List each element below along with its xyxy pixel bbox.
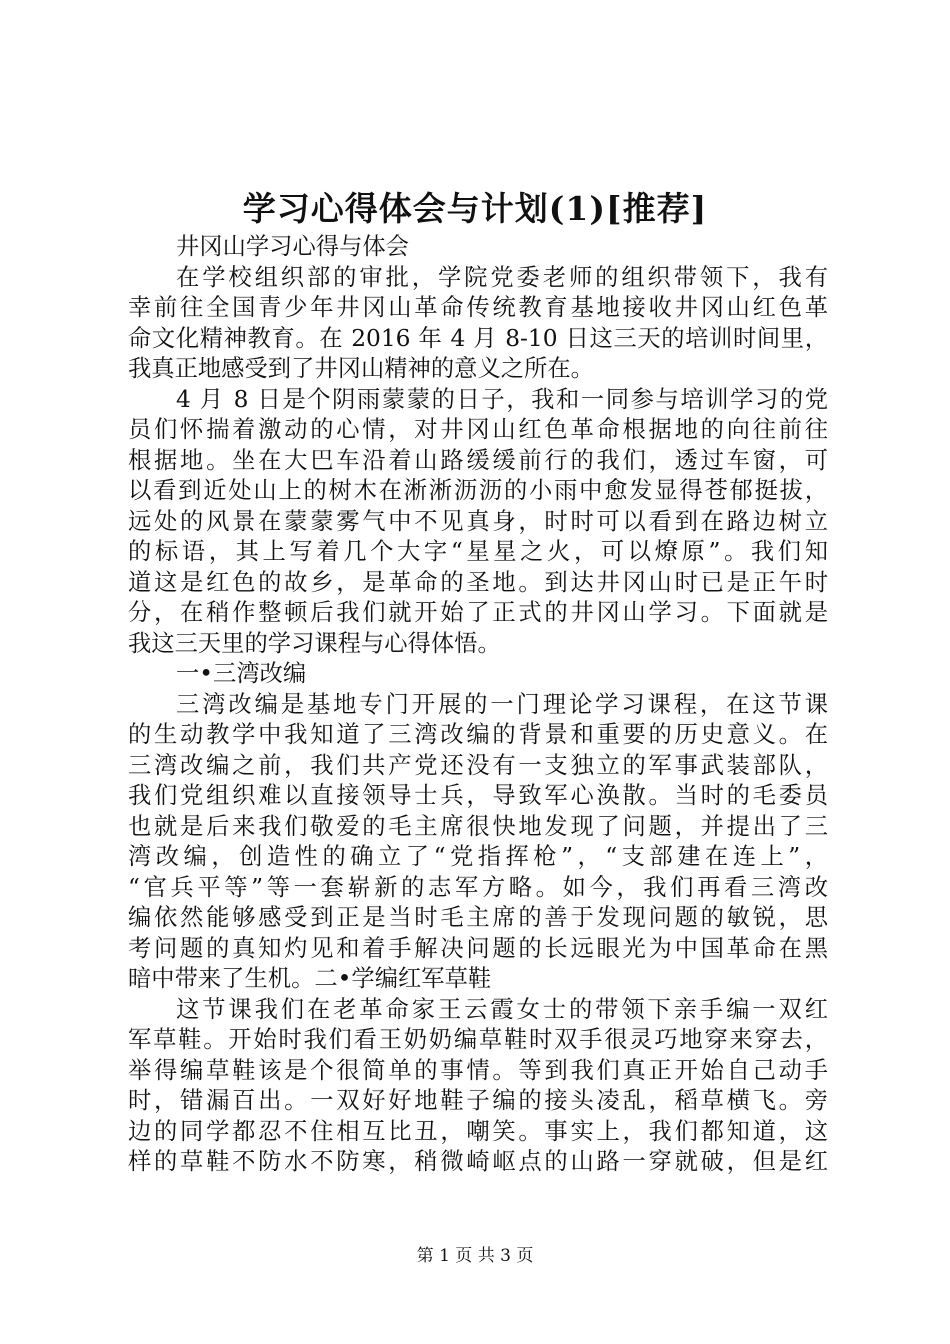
text-line: 幸前往全国青少年井冈山革命传统教育基地接收井冈山红色革 (128, 294, 828, 321)
text-line: 道这是红色的故乡，是革命的圣地。到达井冈山时已是正午时 (128, 568, 828, 596)
text-line: 命文化精神教育。在 2016 年 4 月 8-10 日这三天的培训时间里， (128, 324, 828, 352)
text-line: 举得编草鞋该是个很简单的事情。等到我们真正开始自己动手 (128, 1056, 828, 1084)
text-line: 远处的风景在蒙蒙雾气中不见真身，时时可以看到在路边树立 (128, 507, 828, 535)
text-line: 4 月 8 日是个阴雨蒙蒙的日子，我和一同参与培训学习的党 (176, 385, 828, 413)
text-line: 三湾改编之前，我们共产党还没有一支独立的军事武装部队， (128, 751, 828, 779)
text-line: 湾改编，创造性的确立了“党指挥枪”，“支部建在连上”， (128, 843, 828, 870)
text-line: 在学校组织部的审批，学院党委老师的组织带领下，我有 (176, 263, 828, 291)
text-line: 我真正地感受到了井冈山精神的意义之所在。 (128, 355, 594, 382)
text-line: 暗中带来了生机。二•学编红军草鞋 (128, 965, 492, 992)
text-line: 边的同学都忍不住相互比丑，嘲笑。事实上，我们都知道，这 (128, 1117, 828, 1145)
text-line: 根据地。坐在大巴车沿着山路缓缓前行的我们，透过车窗，可 (128, 446, 828, 474)
text-line: “官兵平等”等一套崭新的志军方略。如今，我们再看三湾改 (128, 873, 828, 901)
document-body (128, 232, 828, 1178)
text-line: 一•三湾改编 (176, 660, 307, 687)
text-line: 军草鞋。开始时我们看王奶奶编草鞋时双手很灵巧地穿来穿去， (128, 1026, 828, 1053)
text-line: 的标语，其上写着几个大字“星星之火，可以燎原”。我们知 (128, 538, 828, 565)
text-line: 也就是后来我们敬爱的毛主席很快地发现了问题，并提出了三 (128, 812, 828, 840)
page-footer: 第 1 页 共 3 页 (416, 1246, 534, 1266)
text-line: 样的草鞋不防水不防寒，稍微崎岖点的山路一穿就破，但是红 (128, 1148, 828, 1175)
text-line: 我们党组织难以直接领导士兵，导致军心涣散。当时的毛委员 (128, 782, 828, 809)
text-line: 我这三天里的学习课程与心得体悟。 (128, 629, 501, 657)
text-line: 的生动教学中我知道了三湾改编的背景和重要的历史意义。在 (128, 721, 828, 748)
text-line: 编依然能够感受到正是当时毛主席的善于发现问题的敏锐，思 (128, 904, 828, 931)
text-line: 考问题的真知灼见和着手解决问题的长远眼光为中国革命在黑 (128, 934, 828, 962)
document-title: 学习心得体会与计划(1)[推荐] (242, 189, 708, 228)
text-line: 员们怀揣着激动的心情，对井冈山红色革命根据地的向往前往 (128, 416, 828, 443)
text-line: 三湾改编是基地专门开展的一门理论学习课程，在这节课 (176, 690, 828, 718)
text-line: 以看到近处山上的树木在淅淅沥沥的小雨中愈发显得苍郁挺拔， (128, 477, 828, 504)
text-line: 井冈山学习心得与体会 (176, 233, 409, 260)
text-line: 时，错漏百出。一双好好地鞋子编的接头凌乱，稻草横飞。旁 (128, 1087, 828, 1114)
text-line: 这节课我们在老革命家王云霞女士的带领下亲手编一双红 (176, 995, 828, 1023)
text-line: 分，在稍作整顿后我们就开始了正式的井冈山学习。下面就是 (128, 599, 828, 626)
